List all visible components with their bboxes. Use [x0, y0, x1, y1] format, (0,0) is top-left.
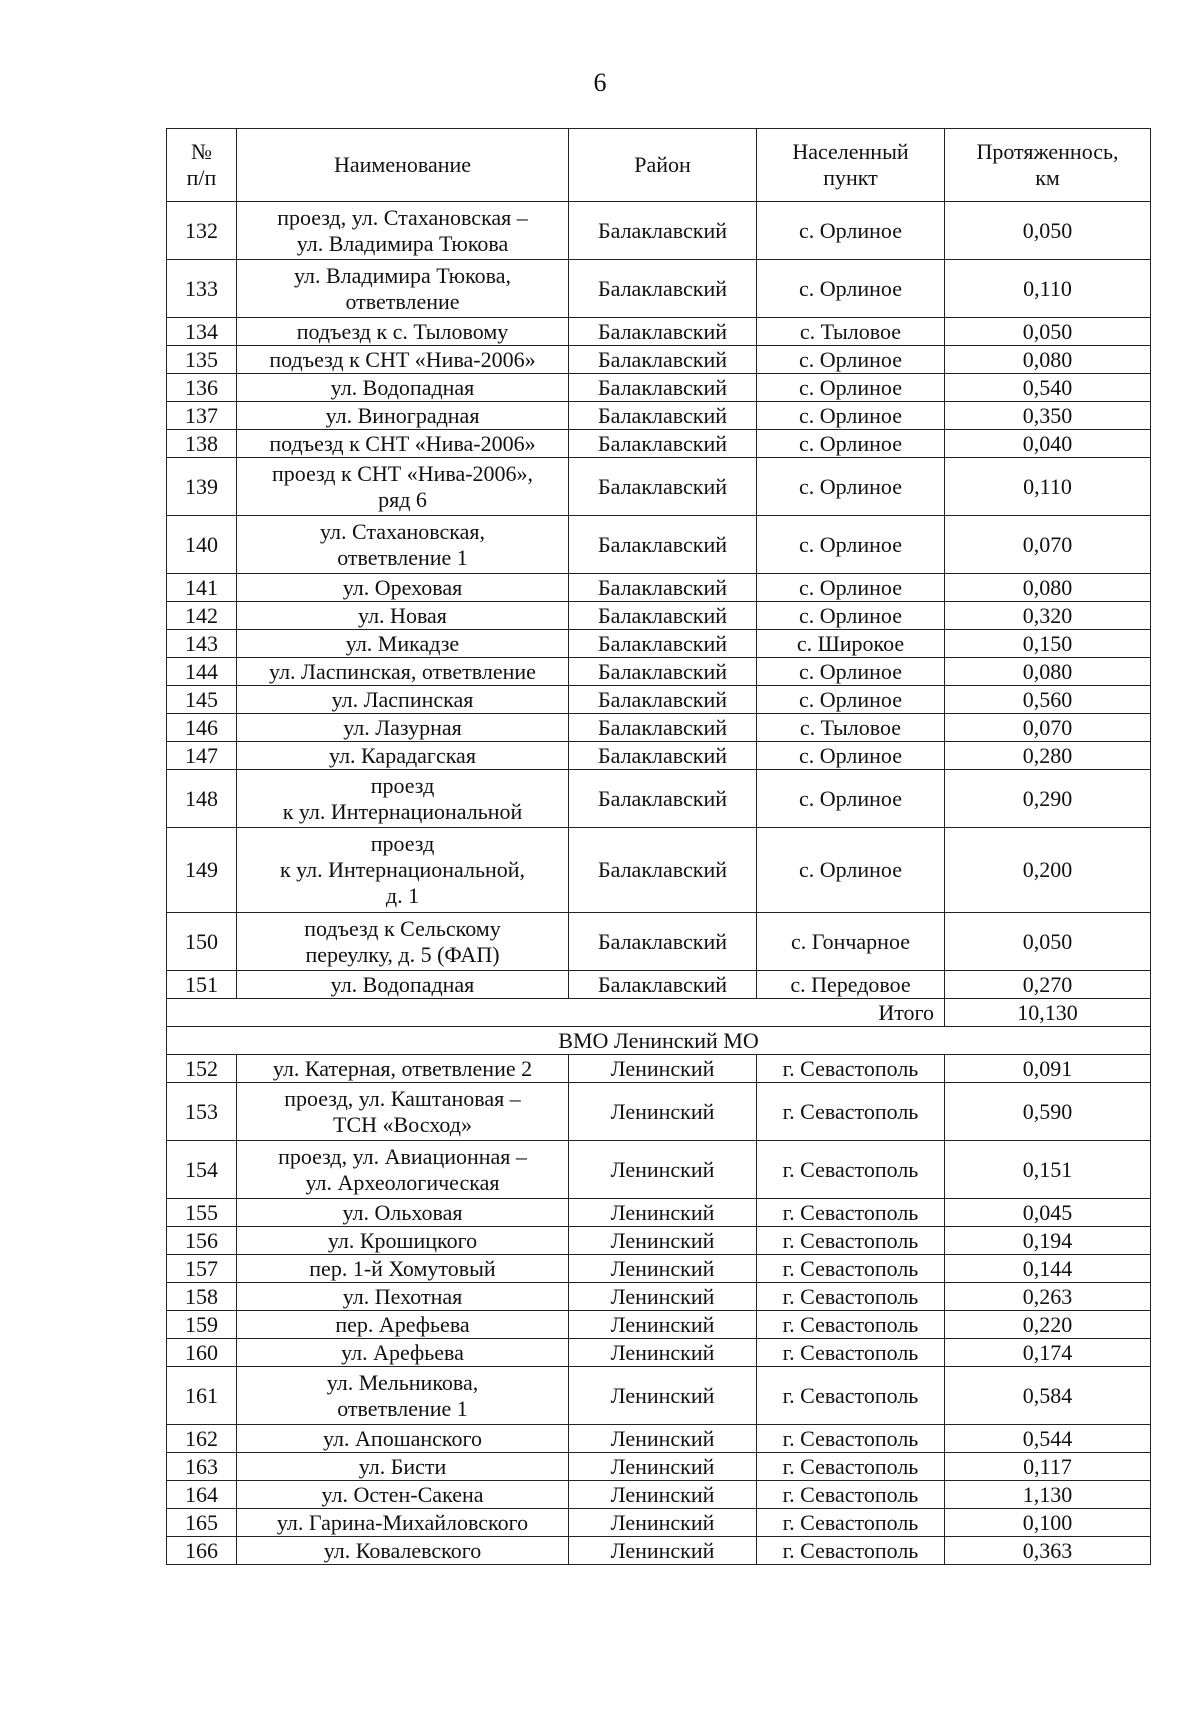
district: Балаклавский	[569, 770, 757, 828]
district: Балаклавский	[569, 828, 757, 913]
settlement: с. Орлиное	[757, 430, 945, 458]
length-km: 0,584	[945, 1367, 1151, 1425]
road-name: ул. Арефьева	[237, 1339, 569, 1367]
settlement: с. Орлиное	[757, 458, 945, 516]
length-km: 0,110	[945, 260, 1151, 318]
settlement: с. Орлиное	[757, 402, 945, 430]
road-name: ул. Пехотная	[237, 1283, 569, 1311]
row-number: 165	[167, 1509, 237, 1537]
length-km: 0,200	[945, 828, 1151, 913]
length-km: 0,290	[945, 770, 1151, 828]
road-name: ул. Лазурная	[237, 714, 569, 742]
settlement: с. Орлиное	[757, 346, 945, 374]
settlement: с. Передовое	[757, 971, 945, 999]
row-number: 144	[167, 658, 237, 686]
settlement: с. Орлиное	[757, 516, 945, 574]
settlement: с. Широкое	[757, 630, 945, 658]
table-row	[167, 913, 1151, 971]
road-name: ул. Карадагская	[237, 742, 569, 770]
road-name: ул. Водопадная	[237, 374, 569, 402]
district: Балаклавский	[569, 658, 757, 686]
length-km: 0,050	[945, 318, 1151, 346]
road-name: проезд к ул. Интернациональной	[237, 770, 569, 828]
road-name: ул. Остен-Сакена	[237, 1481, 569, 1509]
road-name: ул. Гарина-Михайловского	[237, 1509, 569, 1537]
district: Балаклавский	[569, 630, 757, 658]
table-row	[167, 1083, 1151, 1141]
settlement: г. Севастополь	[757, 1425, 945, 1453]
length-km: 0,070	[945, 714, 1151, 742]
settlement: с. Орлиное	[757, 686, 945, 714]
settlement: г. Севастополь	[757, 1083, 945, 1141]
road-name: ул. Владимира Тюкова, ответвление	[237, 260, 569, 318]
road-name: проезд к ул. Интернациональной, д. 1	[237, 828, 569, 913]
district: Балаклавский	[569, 602, 757, 630]
row-number: 148	[167, 770, 237, 828]
row-number: 153	[167, 1083, 237, 1141]
section-title: ВМО Ленинский МО	[167, 1027, 1151, 1055]
header-row	[167, 129, 1151, 202]
row-number: 161	[167, 1367, 237, 1425]
table-row	[167, 1537, 1151, 1565]
table-row	[167, 1509, 1151, 1537]
row-number: 136	[167, 374, 237, 402]
table-row	[167, 1311, 1151, 1339]
row-number: 150	[167, 913, 237, 971]
district: Ленинский	[569, 1537, 757, 1565]
road-name: ул. Ольховая	[237, 1199, 569, 1227]
district: Ленинский	[569, 1453, 757, 1481]
district: Балаклавский	[569, 971, 757, 999]
row-number: 147	[167, 742, 237, 770]
district: Балаклавский	[569, 202, 757, 260]
table-row	[167, 770, 1151, 828]
row-number: 141	[167, 574, 237, 602]
table-row	[167, 1481, 1151, 1509]
row-number: 154	[167, 1141, 237, 1199]
table-row	[167, 374, 1151, 402]
table-row	[167, 1055, 1151, 1083]
length-km: 0,144	[945, 1255, 1151, 1283]
district: Ленинский	[569, 1141, 757, 1199]
total-value: 10,130	[945, 999, 1151, 1027]
road-name: проезд, ул. Стахановская – ул. Владимира Тюкова	[237, 202, 569, 260]
district: Балаклавский	[569, 574, 757, 602]
district: Балаклавский	[569, 913, 757, 971]
table-row	[167, 971, 1151, 999]
row-number: 159	[167, 1311, 237, 1339]
district: Ленинский	[569, 1509, 757, 1537]
road-name: ул. Новая	[237, 602, 569, 630]
settlement: г. Севастополь	[757, 1141, 945, 1199]
row-number: 142	[167, 602, 237, 630]
settlement: г. Севастополь	[757, 1453, 945, 1481]
table-row	[167, 260, 1151, 318]
table-row	[167, 1255, 1151, 1283]
length-km: 0,220	[945, 1311, 1151, 1339]
table-row	[167, 574, 1151, 602]
length-km: 0,363	[945, 1537, 1151, 1565]
road-name: пер. 1-й Хомутовый	[237, 1255, 569, 1283]
district: Ленинский	[569, 1481, 757, 1509]
settlement: г. Севастополь	[757, 1055, 945, 1083]
length-km: 0,080	[945, 658, 1151, 686]
settlement: с. Орлиное	[757, 202, 945, 260]
table-row	[167, 602, 1151, 630]
row-number: 149	[167, 828, 237, 913]
settlement: с. Тыловое	[757, 714, 945, 742]
district: Ленинский	[569, 1425, 757, 1453]
table-row	[167, 828, 1151, 913]
row-number: 143	[167, 630, 237, 658]
row-number: 139	[167, 458, 237, 516]
table-row	[167, 658, 1151, 686]
row-number: 137	[167, 402, 237, 430]
table-row	[167, 1227, 1151, 1255]
district: Ленинский	[569, 1055, 757, 1083]
row-number: 135	[167, 346, 237, 374]
district: Балаклавский	[569, 402, 757, 430]
district: Балаклавский	[569, 714, 757, 742]
road-name: ул. Ласпинская	[237, 686, 569, 714]
table-row	[167, 458, 1151, 516]
length-km: 0,070	[945, 516, 1151, 574]
row-number: 133	[167, 260, 237, 318]
table-row	[167, 346, 1151, 374]
settlement: г. Севастополь	[757, 1227, 945, 1255]
header-name: Наименование	[237, 129, 569, 202]
total-label: Итого	[167, 999, 945, 1027]
road-name: ул. Ореховая	[237, 574, 569, 602]
length-km: 0,560	[945, 686, 1151, 714]
table-row	[167, 1425, 1151, 1453]
road-name: ул. Водопадная	[237, 971, 569, 999]
length-km: 0,194	[945, 1227, 1151, 1255]
length-km: 0,050	[945, 202, 1151, 260]
settlement: с. Орлиное	[757, 742, 945, 770]
district: Ленинский	[569, 1339, 757, 1367]
district: Балаклавский	[569, 458, 757, 516]
table-row	[167, 430, 1151, 458]
road-name: ул. Апошанского	[237, 1425, 569, 1453]
road-name: ул. Микадзе	[237, 630, 569, 658]
table-row	[167, 1453, 1151, 1481]
district: Балаклавский	[569, 318, 757, 346]
road-name: проезд, ул. Авиационная – ул. Археологическая	[237, 1141, 569, 1199]
district: Ленинский	[569, 1227, 757, 1255]
length-km: 0,110	[945, 458, 1151, 516]
settlement: г. Севастополь	[757, 1509, 945, 1537]
table-row	[167, 1367, 1151, 1425]
header-num: № п/п	[167, 129, 237, 202]
length-km: 0,263	[945, 1283, 1151, 1311]
district: Балаклавский	[569, 346, 757, 374]
length-km: 0,045	[945, 1199, 1151, 1227]
row-number: 146	[167, 714, 237, 742]
header-district: Район	[569, 129, 757, 202]
road-name: ул. Катерная, ответвление 2	[237, 1055, 569, 1083]
road-name: ул. Крошицкого	[237, 1227, 569, 1255]
length-km: 0,040	[945, 430, 1151, 458]
total-row	[167, 999, 1151, 1027]
district: Ленинский	[569, 1199, 757, 1227]
road-name: пер. Арефьева	[237, 1311, 569, 1339]
table-row	[167, 630, 1151, 658]
table-row	[167, 516, 1151, 574]
length-km: 0,350	[945, 402, 1151, 430]
row-number: 157	[167, 1255, 237, 1283]
length-km: 0,280	[945, 742, 1151, 770]
length-km: 0,091	[945, 1055, 1151, 1083]
row-number: 166	[167, 1537, 237, 1565]
table-row	[167, 1199, 1151, 1227]
road-name: ул. Стахановская, ответвление 1	[237, 516, 569, 574]
settlement: с. Орлиное	[757, 574, 945, 602]
row-number: 163	[167, 1453, 237, 1481]
road-name: проезд к СНТ «Нива-2006», ряд 6	[237, 458, 569, 516]
settlement: г. Севастополь	[757, 1481, 945, 1509]
row-number: 132	[167, 202, 237, 260]
district: Балаклавский	[569, 742, 757, 770]
length-km: 0,151	[945, 1141, 1151, 1199]
settlement: г. Севастополь	[757, 1367, 945, 1425]
table-row	[167, 202, 1151, 260]
district: Ленинский	[569, 1367, 757, 1425]
table-row	[167, 318, 1151, 346]
length-km: 0,080	[945, 346, 1151, 374]
settlement: с. Орлиное	[757, 658, 945, 686]
length-km: 0,544	[945, 1425, 1151, 1453]
district: Ленинский	[569, 1083, 757, 1141]
table-row	[167, 686, 1151, 714]
table-row	[167, 1339, 1151, 1367]
row-number: 152	[167, 1055, 237, 1083]
district: Ленинский	[569, 1283, 757, 1311]
road-name: ул. Бисти	[237, 1453, 569, 1481]
district: Балаклавский	[569, 430, 757, 458]
settlement: с. Орлиное	[757, 374, 945, 402]
length-km: 0,540	[945, 374, 1151, 402]
length-km: 0,320	[945, 602, 1151, 630]
length-km: 0,150	[945, 630, 1151, 658]
row-number: 134	[167, 318, 237, 346]
row-number: 140	[167, 516, 237, 574]
settlement: с. Орлиное	[757, 828, 945, 913]
road-name: подъезд к СНТ «Нива-2006»	[237, 346, 569, 374]
settlement: г. Севастополь	[757, 1311, 945, 1339]
length-km: 0,174	[945, 1339, 1151, 1367]
road-name: ул. Мельникова, ответвление 1	[237, 1367, 569, 1425]
length-km: 0,117	[945, 1453, 1151, 1481]
table-row	[167, 402, 1151, 430]
road-name: проезд, ул. Каштановая – ТСН «Восход»	[237, 1083, 569, 1141]
roads-table	[166, 128, 1151, 1565]
row-number: 162	[167, 1425, 237, 1453]
header-settlement: Населенный пункт	[757, 129, 945, 202]
settlement: г. Севастополь	[757, 1537, 945, 1565]
row-number: 155	[167, 1199, 237, 1227]
settlement: с. Гончарное	[757, 913, 945, 971]
settlement: г. Севастополь	[757, 1255, 945, 1283]
district: Балаклавский	[569, 516, 757, 574]
district: Балаклавский	[569, 374, 757, 402]
road-name: подъезд к Сельскому переулку, д. 5 (ФАП)	[237, 913, 569, 971]
table-row	[167, 1283, 1151, 1311]
road-name: подъезд к с. Тыловому	[237, 318, 569, 346]
row-number: 164	[167, 1481, 237, 1509]
section-row	[167, 1027, 1151, 1055]
row-number: 156	[167, 1227, 237, 1255]
length-km: 0,100	[945, 1509, 1151, 1537]
settlement: г. Севастополь	[757, 1283, 945, 1311]
row-number: 158	[167, 1283, 237, 1311]
row-number: 145	[167, 686, 237, 714]
district: Ленинский	[569, 1311, 757, 1339]
district: Балаклавский	[569, 686, 757, 714]
row-number: 151	[167, 971, 237, 999]
settlement: с. Орлиное	[757, 260, 945, 318]
page-number: 6	[593, 68, 607, 97]
settlement: г. Севастополь	[757, 1199, 945, 1227]
settlement: с. Орлиное	[757, 770, 945, 828]
table-row	[167, 742, 1151, 770]
settlement: с. Тыловое	[757, 318, 945, 346]
header-length: Протяженнось, км	[945, 129, 1151, 202]
district: Балаклавский	[569, 260, 757, 318]
length-km: 0,590	[945, 1083, 1151, 1141]
table-row	[167, 714, 1151, 742]
road-name: подъезд к СНТ «Нива-2006»	[237, 430, 569, 458]
road-name: ул. Ковалевского	[237, 1537, 569, 1565]
table-row	[167, 1141, 1151, 1199]
row-number: 138	[167, 430, 237, 458]
row-number: 160	[167, 1339, 237, 1367]
settlement: с. Орлиное	[757, 602, 945, 630]
road-name: ул. Ласпинская, ответвление	[237, 658, 569, 686]
length-km: 1,130	[945, 1481, 1151, 1509]
length-km: 0,270	[945, 971, 1151, 999]
length-km: 0,080	[945, 574, 1151, 602]
settlement: г. Севастополь	[757, 1339, 945, 1367]
length-km: 0,050	[945, 913, 1151, 971]
road-name: ул. Виноградная	[237, 402, 569, 430]
district: Ленинский	[569, 1255, 757, 1283]
